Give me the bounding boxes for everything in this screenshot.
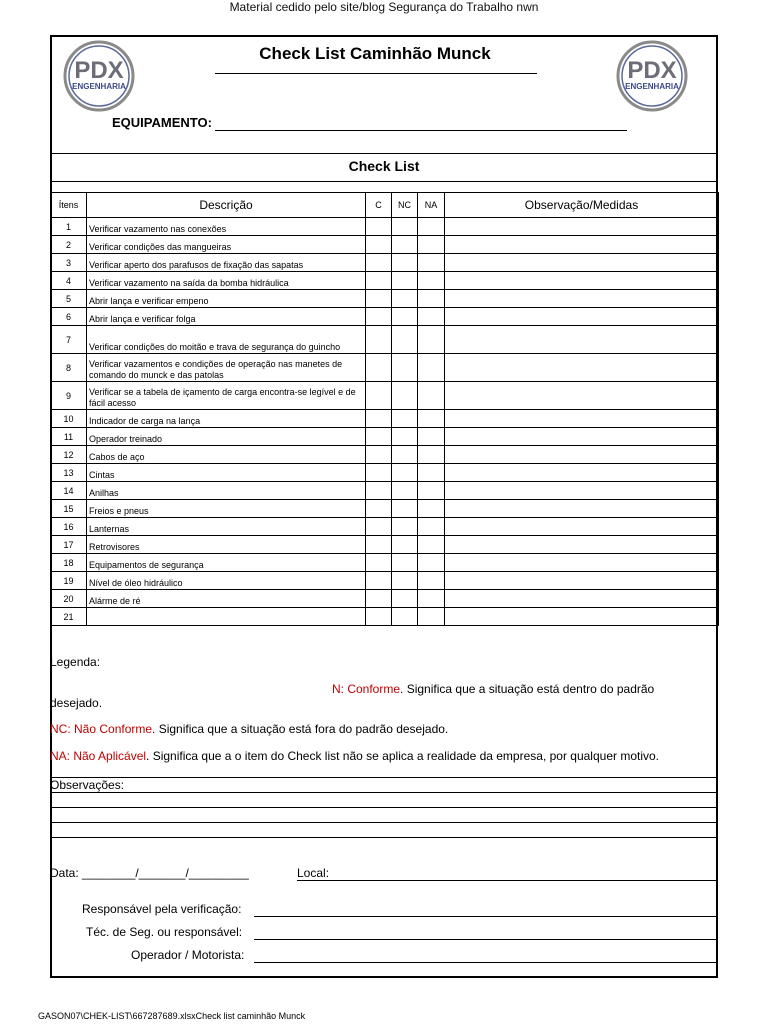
observation-cell[interactable] xyxy=(445,536,719,554)
col-header-nc: NC xyxy=(392,193,418,218)
check-na-cell[interactable] xyxy=(418,410,445,428)
pdx-logo-icon xyxy=(616,40,688,112)
observation-cell[interactable] xyxy=(445,218,719,236)
legend-conforme xyxy=(332,682,654,696)
title-underline xyxy=(215,73,537,74)
table-row xyxy=(51,326,719,354)
table-row xyxy=(51,290,719,308)
check-nc-cell[interactable] xyxy=(392,354,418,382)
legend-text-c: . Significa que a situação está dentro do padrão xyxy=(400,682,655,696)
observation-cell[interactable] xyxy=(445,354,719,382)
table-row xyxy=(51,608,719,626)
check-nc-cell[interactable] xyxy=(392,308,418,326)
section-title: Check List xyxy=(348,158,420,174)
check-na-cell[interactable] xyxy=(418,272,445,290)
item-description: Anilhas xyxy=(87,482,366,500)
check-nc-cell[interactable] xyxy=(392,290,418,308)
check-c-cell[interactable] xyxy=(366,382,392,410)
col-header-na: NA xyxy=(418,193,445,218)
legend-text-na: . Significa que a o item do Check list não se aplica a realidade da empresa, por qualquer motivo. xyxy=(146,749,660,763)
check-c-cell[interactable] xyxy=(366,446,392,464)
table-row xyxy=(51,590,719,608)
check-nc-cell[interactable] xyxy=(392,518,418,536)
check-c-cell[interactable] xyxy=(366,500,392,518)
table-row xyxy=(51,218,719,236)
table-row xyxy=(51,518,719,536)
item-number: 4 xyxy=(51,272,87,290)
check-c-cell[interactable] xyxy=(366,308,392,326)
check-na-cell[interactable] xyxy=(418,482,445,500)
check-na-cell[interactable] xyxy=(418,290,445,308)
item-number: 13 xyxy=(51,464,87,482)
legend-text-c-cont: desejado. xyxy=(50,696,103,710)
item-description: Verificar se a tabela de içamento de carga encontra-se legível e de fácil acesso xyxy=(87,382,366,410)
equipment-label: EQUIPAMENTO: xyxy=(112,115,212,130)
tec-label: Téc. de Seg. ou responsável: xyxy=(86,925,243,939)
check-nc-cell[interactable] xyxy=(392,236,418,254)
table-row xyxy=(51,500,719,518)
item-number: 17 xyxy=(51,536,87,554)
item-number: 2 xyxy=(51,236,87,254)
check-nc-cell[interactable] xyxy=(392,482,418,500)
local-label: Local: xyxy=(297,866,330,880)
check-nc-cell[interactable] xyxy=(392,326,418,354)
check-na-cell[interactable] xyxy=(418,536,445,554)
col-header-descricao: Descrição xyxy=(87,193,366,218)
check-nc-cell[interactable] xyxy=(392,382,418,410)
item-description: Verificar vazamentos e condições de operação nas manetes de comando do munck e das patolas xyxy=(87,354,366,382)
check-na-cell[interactable] xyxy=(418,428,445,446)
item-number: 14 xyxy=(51,482,87,500)
logo-subtext: ENGENHARIA xyxy=(72,82,126,91)
observation-cell[interactable] xyxy=(445,290,719,308)
check-nc-cell[interactable] xyxy=(392,590,418,608)
check-nc-cell[interactable] xyxy=(392,254,418,272)
divider xyxy=(50,153,718,154)
check-c-cell[interactable] xyxy=(366,554,392,572)
check-c-cell[interactable] xyxy=(366,464,392,482)
check-na-cell[interactable] xyxy=(418,382,445,410)
item-description: Verificar vazamento nas conexões xyxy=(87,218,366,236)
item-number: 8 xyxy=(51,354,87,382)
legend-term-c: N: Conforme xyxy=(332,682,401,696)
observation-cell[interactable] xyxy=(445,382,719,410)
item-number: 11 xyxy=(51,428,87,446)
observation-line[interactable] xyxy=(50,822,718,823)
table-row xyxy=(51,308,719,326)
check-c-cell[interactable] xyxy=(366,290,392,308)
table-row xyxy=(51,572,719,590)
divider xyxy=(50,777,718,778)
check-c-cell[interactable] xyxy=(366,218,392,236)
item-description: Alárme de ré xyxy=(87,590,366,608)
item-number: 10 xyxy=(51,410,87,428)
table-row xyxy=(51,554,719,572)
item-description: Abrir lança e verificar folga xyxy=(87,308,366,326)
item-description: Verificar vazamento na saída da bomba hidráulica xyxy=(87,272,366,290)
check-na-cell[interactable] xyxy=(418,236,445,254)
operador-label: Operador / Motorista: xyxy=(131,948,245,962)
observation-cell[interactable] xyxy=(445,482,719,500)
item-description: Lanternas xyxy=(87,518,366,536)
legend-label: Legenda: xyxy=(50,655,101,669)
header-caption: Material cedido pelo site/blog Segurança do Trabalho nwn xyxy=(229,0,539,14)
item-description: Equipamentos de segurança xyxy=(87,554,366,572)
check-nc-cell[interactable] xyxy=(392,464,418,482)
item-description: Retrovisores xyxy=(87,536,366,554)
item-number: 9 xyxy=(51,382,87,410)
check-nc-cell[interactable] xyxy=(392,536,418,554)
observation-cell[interactable] xyxy=(445,428,719,446)
item-number: 5 xyxy=(51,290,87,308)
check-nc-cell[interactable] xyxy=(392,608,418,626)
check-na-cell[interactable] xyxy=(418,518,445,536)
operador-field[interactable] xyxy=(254,962,718,963)
item-number: 7 xyxy=(51,326,87,354)
check-na-cell[interactable] xyxy=(418,326,445,354)
check-c-cell[interactable] xyxy=(366,536,392,554)
item-number: 19 xyxy=(51,572,87,590)
item-description: Verificar aperto dos parafusos de fixação das sapatas xyxy=(87,254,366,272)
observation-line[interactable] xyxy=(50,807,718,808)
check-c-cell[interactable] xyxy=(366,482,392,500)
observation-cell[interactable] xyxy=(445,308,719,326)
check-c-cell[interactable] xyxy=(366,354,392,382)
check-nc-cell[interactable] xyxy=(392,554,418,572)
check-nc-cell[interactable] xyxy=(392,446,418,464)
check-c-cell[interactable] xyxy=(366,608,392,626)
observation-cell[interactable] xyxy=(445,464,719,482)
item-description xyxy=(87,608,366,626)
check-c-cell[interactable] xyxy=(366,572,392,590)
check-na-cell[interactable] xyxy=(418,572,445,590)
table-row xyxy=(51,272,719,290)
item-number: 18 xyxy=(51,554,87,572)
check-c-cell[interactable] xyxy=(366,410,392,428)
observation-line[interactable] xyxy=(50,792,718,793)
check-c-cell[interactable] xyxy=(366,518,392,536)
checklist-table xyxy=(50,192,719,626)
item-description: Cabos de aço xyxy=(87,446,366,464)
table-row xyxy=(51,464,719,482)
observation-cell[interactable] xyxy=(445,500,719,518)
item-description: Freios e pneus xyxy=(87,500,366,518)
pdx-logo-icon xyxy=(63,40,135,112)
table-row xyxy=(51,254,719,272)
check-na-cell[interactable] xyxy=(418,218,445,236)
check-na-cell[interactable] xyxy=(418,446,445,464)
item-description: Nível de óleo hidráulico xyxy=(87,572,366,590)
responsavel-label: Responsável pela verificação: xyxy=(82,902,242,916)
check-na-cell[interactable] xyxy=(418,554,445,572)
observation-cell[interactable] xyxy=(445,590,719,608)
table-row xyxy=(51,536,719,554)
table-header-row xyxy=(51,193,719,218)
observation-cell[interactable] xyxy=(445,518,719,536)
item-description: Abrir lança e verificar empeno xyxy=(87,290,366,308)
table-row xyxy=(51,428,719,446)
check-nc-cell[interactable] xyxy=(392,410,418,428)
observation-cell[interactable] xyxy=(445,572,719,590)
table-row xyxy=(51,354,719,382)
observation-cell[interactable] xyxy=(445,254,719,272)
logo-subtext: ENGENHARIA xyxy=(625,82,679,91)
item-number: 12 xyxy=(51,446,87,464)
check-c-cell[interactable] xyxy=(366,254,392,272)
observation-cell[interactable] xyxy=(445,326,719,354)
check-nc-cell[interactable] xyxy=(392,428,418,446)
item-number: 15 xyxy=(51,500,87,518)
check-nc-cell[interactable] xyxy=(392,572,418,590)
legend-text-nc: . Significa que a situação está fora do padrão desejado. xyxy=(152,722,449,736)
legend-nao-aplicavel xyxy=(50,749,659,763)
page-title: Check List Caminhão Munck xyxy=(259,44,491,63)
legend-term-na: NA: Não Aplicável xyxy=(50,749,147,763)
item-number: 3 xyxy=(51,254,87,272)
check-na-cell[interactable] xyxy=(418,590,445,608)
table-row xyxy=(51,236,719,254)
check-na-cell[interactable] xyxy=(418,308,445,326)
item-number: 20 xyxy=(51,590,87,608)
observation-cell[interactable] xyxy=(445,236,719,254)
responsavel-field[interactable] xyxy=(254,916,718,917)
item-description: Verificar condições das mangueiras xyxy=(87,236,366,254)
check-na-cell[interactable] xyxy=(418,464,445,482)
check-na-cell[interactable] xyxy=(418,608,445,626)
item-number: 6 xyxy=(51,308,87,326)
observation-cell[interactable] xyxy=(445,608,719,626)
observation-cell[interactable] xyxy=(445,272,719,290)
table-row xyxy=(51,410,719,428)
local-field[interactable] xyxy=(297,880,718,881)
item-description: Operador treinado xyxy=(87,428,366,446)
item-description: Verificar condições do moitão e trava de segurança do guincho xyxy=(87,326,366,354)
observation-cell[interactable] xyxy=(445,410,719,428)
observation-cell[interactable] xyxy=(445,554,719,572)
col-header-observacao: Observação/Medidas xyxy=(445,193,719,218)
observation-cell[interactable] xyxy=(445,446,719,464)
col-header-itens: Ítens xyxy=(51,193,87,218)
item-description: Cintas xyxy=(87,464,366,482)
check-na-cell[interactable] xyxy=(418,354,445,382)
legend-nao-conforme xyxy=(50,722,448,736)
check-c-cell[interactable] xyxy=(366,236,392,254)
logo-text: PDX xyxy=(74,57,124,84)
item-number: 21 xyxy=(51,608,87,626)
check-nc-cell[interactable] xyxy=(392,272,418,290)
item-number: 16 xyxy=(51,518,87,536)
item-description: Indicador de carga na lança xyxy=(87,410,366,428)
check-c-cell[interactable] xyxy=(366,590,392,608)
check-c-cell[interactable] xyxy=(366,326,392,354)
divider xyxy=(50,181,718,182)
date-field[interactable]: Data: ________/_______/_________ xyxy=(50,866,249,880)
logo-text: PDX xyxy=(627,57,677,84)
check-c-cell[interactable] xyxy=(366,428,392,446)
check-nc-cell[interactable] xyxy=(392,500,418,518)
equipment-field[interactable] xyxy=(215,130,627,131)
table-row xyxy=(51,382,719,410)
check-nc-cell[interactable] xyxy=(392,218,418,236)
table-row xyxy=(51,482,719,500)
col-header-c: C xyxy=(366,193,392,218)
tec-field[interactable] xyxy=(254,939,718,940)
table-row xyxy=(51,446,719,464)
check-na-cell[interactable] xyxy=(418,500,445,518)
check-na-cell[interactable] xyxy=(418,254,445,272)
item-number: 1 xyxy=(51,218,87,236)
check-c-cell[interactable] xyxy=(366,272,392,290)
file-path-caption: GASON07\CHEK-LIST\667287689.xlsxCheck list caminhão Munck xyxy=(38,1011,306,1021)
legend-term-nc: NC: Não Conforme xyxy=(50,722,153,736)
observation-line[interactable] xyxy=(50,837,718,838)
observacoes-label: Observações: xyxy=(50,778,125,792)
